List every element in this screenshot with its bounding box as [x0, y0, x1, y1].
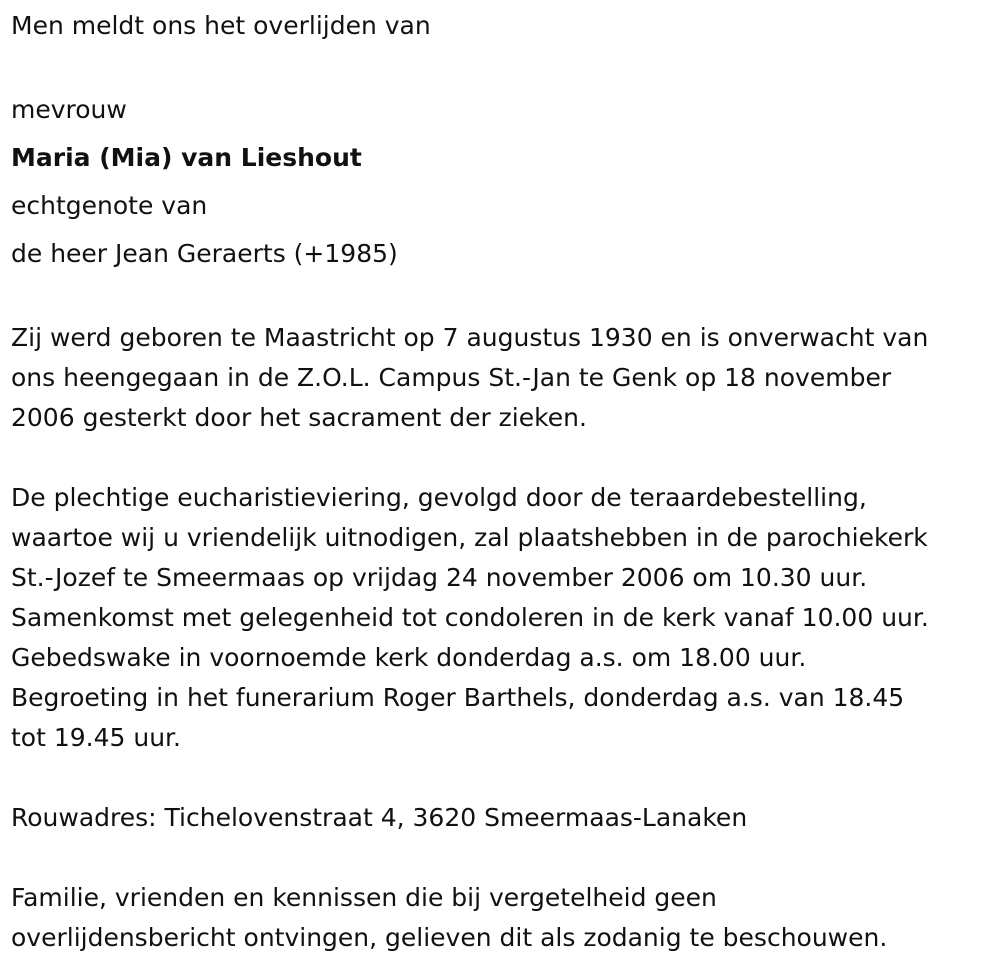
paragraph-line: tot 19.45 uur.	[11, 723, 181, 752]
spouse-text: de heer Jean Geraerts (+1985)	[11, 239, 398, 268]
relation-text: echtgenote van	[11, 191, 208, 220]
deceased-name: Maria (Mia) van Lieshout	[11, 143, 362, 172]
spacer	[11, 758, 989, 798]
mourning-address: Rouwadres: Tichelovenstraat 4, 3620 Smeermaas-Lanaken	[11, 803, 748, 832]
title-prefix: mevrouw	[11, 95, 127, 124]
paragraph-line: Familie, vrienden en kennissen die bij vergetelheid geen	[11, 883, 717, 912]
birth-paragraph	[11, 318, 989, 438]
paragraph-line: St.-Jozef te Smeermaas op vrijdag 24 november 2006 om 10.30 uur.	[11, 563, 868, 592]
paragraph-line: Samenkomst met gelegenheid tot condoleren in de kerk vanaf 10.00 uur.	[11, 603, 929, 632]
intro-text: Men meldt ons het overlijden van	[11, 11, 431, 40]
paragraph-line: Begroeting in het funerarium Roger Barthels, donderdag a.s. van 18.45	[11, 683, 905, 712]
spacer	[11, 278, 989, 318]
paragraph-line: overlijdensbericht ontvingen, gelieven dit als zodanig te beschouwen.	[11, 923, 888, 952]
paragraph-line: waartoe wij u vriendelijk uitnodigen, zal plaatshebben in de parochiekerk	[11, 523, 928, 552]
paragraph-line: Gebedswake in voornoemde kerk donderdag a.s. om 18.00 uur.	[11, 643, 807, 672]
ceremony-paragraph	[11, 478, 989, 758]
spacer	[11, 838, 989, 878]
spacer	[11, 46, 989, 86]
spacer	[11, 438, 989, 478]
paragraph-line: ons heengegaan in de Z.O.L. Campus St.-Jan te Genk op 18 november	[11, 363, 892, 392]
paragraph-line: De plechtige eucharistieviering, gevolgd door de teraardebestelling,	[11, 483, 867, 512]
paragraph-line: 2006 gesterkt door het sacrament der zieken.	[11, 403, 587, 432]
paragraph-line: Zij werd geboren te Maastricht op 7 augustus 1930 en is onverwacht van	[11, 323, 929, 352]
closing-paragraph	[11, 878, 989, 958]
